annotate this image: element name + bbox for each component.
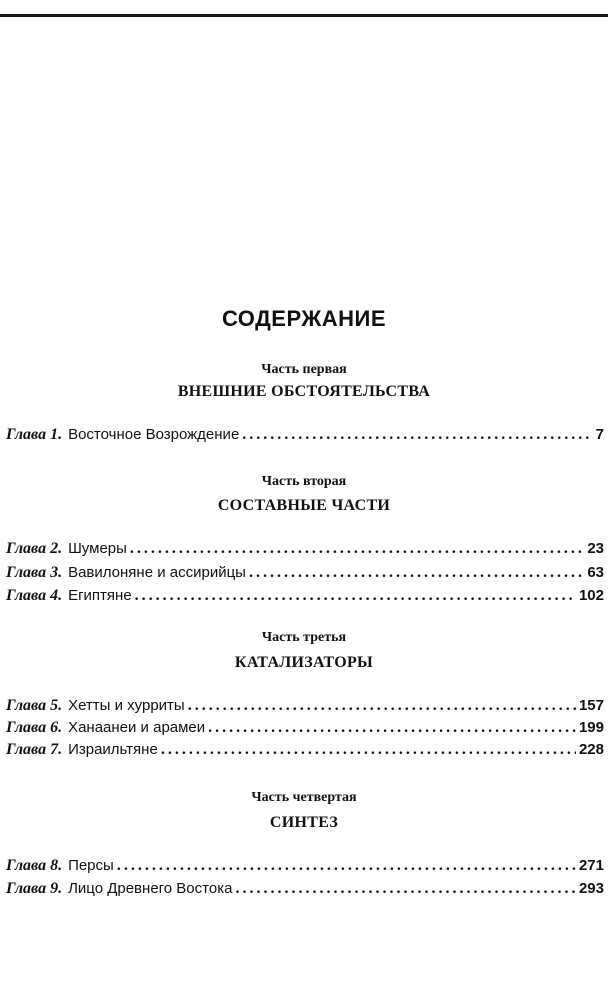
- dot-leader: [235, 880, 576, 898]
- chapter-label: Глава 7.: [6, 741, 63, 758]
- chapter-label: Глава 1.: [6, 426, 63, 443]
- chapter-label: Глава 8.: [6, 857, 63, 874]
- page-title: СОДЕРЖАНИЕ: [221, 306, 387, 331]
- top-rule: [0, 14, 608, 17]
- page-number: 228: [578, 741, 604, 758]
- toc-entry[interactable]: [6, 741, 604, 761]
- page-number: 157: [578, 697, 604, 714]
- page-number: 63: [587, 564, 604, 581]
- chapter-label: Глава 2.: [6, 540, 63, 557]
- toc-entry[interactable]: [6, 697, 604, 717]
- toc-entry[interactable]: [6, 426, 604, 446]
- chapter-title: Ханаанеи и арамеи: [68, 719, 206, 736]
- chapter-title: Египтяне: [68, 587, 132, 604]
- part-title: СОСТАВНЫЕ ЧАСТИ: [217, 497, 391, 514]
- toc-entry[interactable]: [6, 857, 604, 877]
- toc-entry[interactable]: [6, 719, 604, 739]
- dot-leader: [208, 719, 576, 737]
- page-number: 293: [578, 880, 604, 897]
- dot-leader: [135, 587, 576, 605]
- dot-leader: [161, 741, 576, 759]
- part-label: Часть первая: [261, 362, 347, 377]
- chapter-title: Израильтяне: [68, 741, 158, 758]
- page-number: 199: [578, 719, 604, 736]
- dot-leader: [188, 697, 576, 715]
- toc-entry[interactable]: [6, 587, 604, 607]
- chapter-title: Шумеры: [68, 540, 127, 557]
- chapter-title: Персы: [68, 857, 114, 874]
- page-number: 23: [587, 540, 604, 557]
- part-label: Часть вторая: [261, 474, 347, 489]
- chapter-label: Глава 6.: [6, 719, 63, 736]
- dot-leader: [242, 426, 592, 444]
- page-number: 271: [578, 857, 604, 874]
- page-number: 7: [595, 426, 604, 443]
- part-title: СИНТЕЗ: [269, 814, 339, 831]
- dot-leader: [130, 540, 584, 558]
- chapter-label: Глава 4.: [6, 587, 63, 604]
- chapter-title: Восточное Возрождение: [68, 426, 240, 443]
- part-label: Часть третья: [261, 630, 347, 645]
- chapter-label: Глава 5.: [6, 697, 63, 714]
- chapter-title: Лицо Древнего Востока: [68, 880, 233, 897]
- part-title: ВНЕШНИЕ ОБСТОЯТЕЛЬСТВА: [177, 383, 431, 400]
- part-label: Часть четвертая: [251, 790, 357, 805]
- chapter-label: Глава 3.: [6, 564, 63, 581]
- dot-leader: [117, 857, 576, 875]
- page-number: 102: [578, 587, 604, 604]
- chapter-title: Вавилоняне и ассирийцы: [68, 564, 246, 581]
- toc-entry[interactable]: [6, 564, 604, 584]
- toc-entry[interactable]: [6, 880, 604, 900]
- part-title: КАТАЛИЗАТОРЫ: [234, 654, 374, 671]
- chapter-title: Хетты и хурриты: [68, 697, 185, 714]
- toc-entry[interactable]: [6, 540, 604, 560]
- chapter-label: Глава 9.: [6, 880, 63, 897]
- dot-leader: [249, 564, 584, 582]
